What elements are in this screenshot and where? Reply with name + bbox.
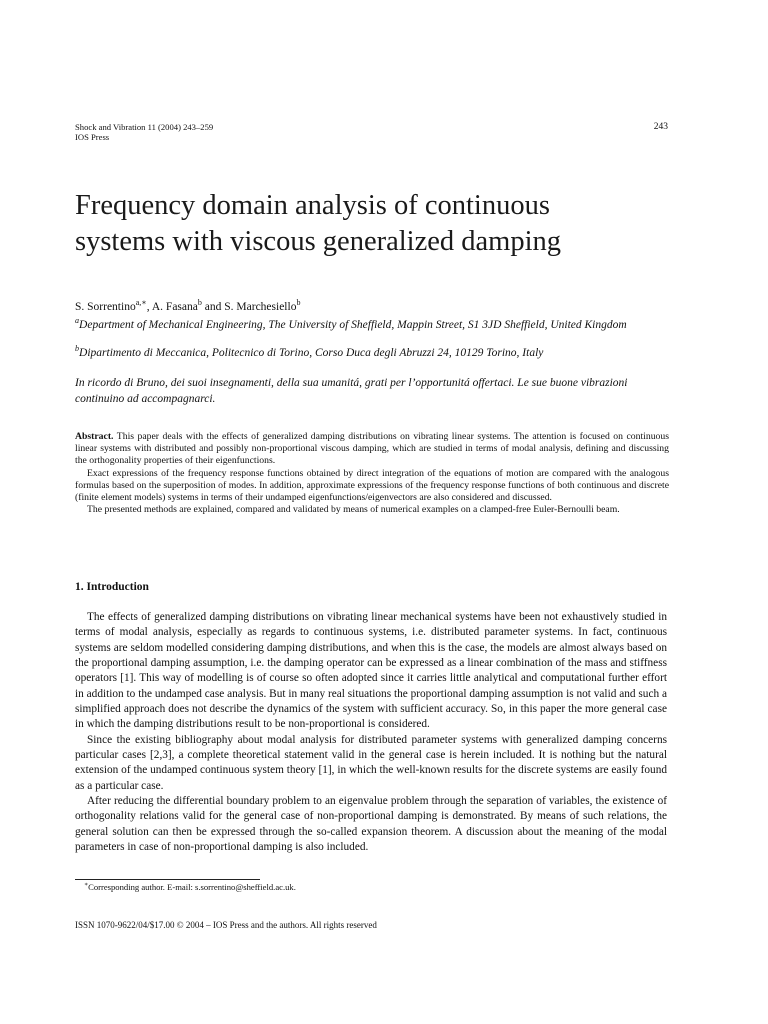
body-paragraph-3: After reducing the differential boundary problem to an eigenvalue problem through the separation of variables, the existence of orthogonality relations valid for the general case of non-proportional damping is demonstrated. By means of such relations, the general solution can then be expressed through the so-called expansion theorem. A discussion about the meaning of the modal parameters in case of non-proportional damping is also included. (75, 795, 667, 854)
footnote-mark: ∗ (84, 882, 89, 889)
page-number: 243 (653, 122, 668, 132)
affiliation-b-mark: b (75, 344, 80, 354)
author-1: S. Sorrentino (75, 301, 136, 313)
section-heading: 1. Introduction (75, 581, 149, 593)
paper-title (75, 188, 695, 260)
affiliation-b (75, 346, 675, 360)
abstract-text-1: This paper deals with the effects of generalized damping distributions on vibrating linear systems. The attention is focused on continuous linear systems with distributed and possibly non-proportional viscous damping, which are studied in terms of modal analysis, defining and discussing the orthogonality properties of their eigenfunctions. (75, 431, 669, 467)
body-paragraph-1: The effects of generalized damping distributions on vibrating linear mechanical systems have been not exhaustively studied in terms of modal analysis, especially as regards to continuous systems, i.e. distributed parameter systems. In fact, continuous systems are seldom modelled considering damping distributions, and when this is the case, the models are almost always based on the proportional damping assumption, i.e. the damping operator can be expressed as a linear combination of the mass and stiffness operators [1]. This way of modelling is of course so often adopted since it carries little analytical and computational further effort in addition to the undamped case analysis. But in many real situations the proportional damping assumption is not valid and such a simplified approach does not describe the dynamics of the system with sufficient accuracy. So, in this paper the more general case in which the damping distributions result to be non-proportional is considered. (75, 611, 667, 731)
abstract-label: Abstract. (75, 431, 114, 442)
author-2-mark: b (197, 298, 202, 308)
abstract-paragraph-3: The presented methods are explained, compared and validated by means of numerical examples on a clamped-free Euler-Bernoulli beam. (87, 504, 620, 516)
author-3-mark: b (296, 298, 301, 308)
abstract-paragraph-1 (75, 431, 669, 468)
abstract-paragraph-2: Exact expressions of the frequency response functions obtained by direct integration of the equations of motion are compared with the analogous formulas based on the superposition of modes. In addition, approximate expressions of the frequency response functions of both continuous and discrete (finite element models) systems in terms of their undamped eigenfunctions/eigenvectors are also considered and discussed. (75, 467, 669, 504)
section-body (75, 610, 667, 856)
author-2: , A. Fasana (146, 301, 198, 313)
body-paragraph-2: Since the existing bibliography about modal analysis for distributed parameter systems with generalized damping concerns particular cases [2,3], a complete theoretical statement valid in the general case is herein included. It is nothing but the natural extension of the undamped continuous system theory [1], in which the well-known results for the discrete systems are easily found as a particular case. (75, 733, 667, 792)
publisher: IOS Press (75, 132, 110, 142)
affiliation-a-mark: a (75, 316, 80, 326)
dedication: In ricordo di Bruno, dei suoi insegnamenti, della sua umanitá, grati per l’opportunitá offertaci. Le sue buone vibrazioni continuino ad accompagnarci. (75, 377, 628, 405)
author-1-marks: a,∗ (135, 298, 147, 308)
title-line-1: Frequency domain analysis of continuous (75, 190, 550, 221)
title-line-2: systems with viscous generalized damping (75, 226, 561, 257)
affiliation-a-text: Department of Mechanical Engineering, The University of Sheffield, Mappin Street, S1 3JD Sheffield, United Kingdom (79, 319, 627, 331)
running-header (75, 122, 213, 142)
affiliation-a (75, 318, 675, 332)
author-list (75, 300, 300, 314)
footnote (84, 882, 296, 892)
copyright-line: ISSN 1070-9622/04/$17.00 © 2004 – IOS Press and the authors. All rights reserved (75, 920, 377, 930)
footnote-text: Corresponding author. E-mail: s.sorrentino@sheffield.ac.uk. (88, 882, 296, 892)
footnote-rule (75, 879, 260, 880)
affiliation-b-text: Dipartimento di Meccanica, Politecnico di Torino, Corso Duca degli Abruzzi 24, 10129 Torino, Italy (79, 347, 544, 359)
abstract (75, 431, 669, 516)
author-3: and S. Marchesiello (201, 301, 297, 313)
journal-citation: Shock and Vibration 11 (2004) 243–259 (75, 122, 214, 132)
